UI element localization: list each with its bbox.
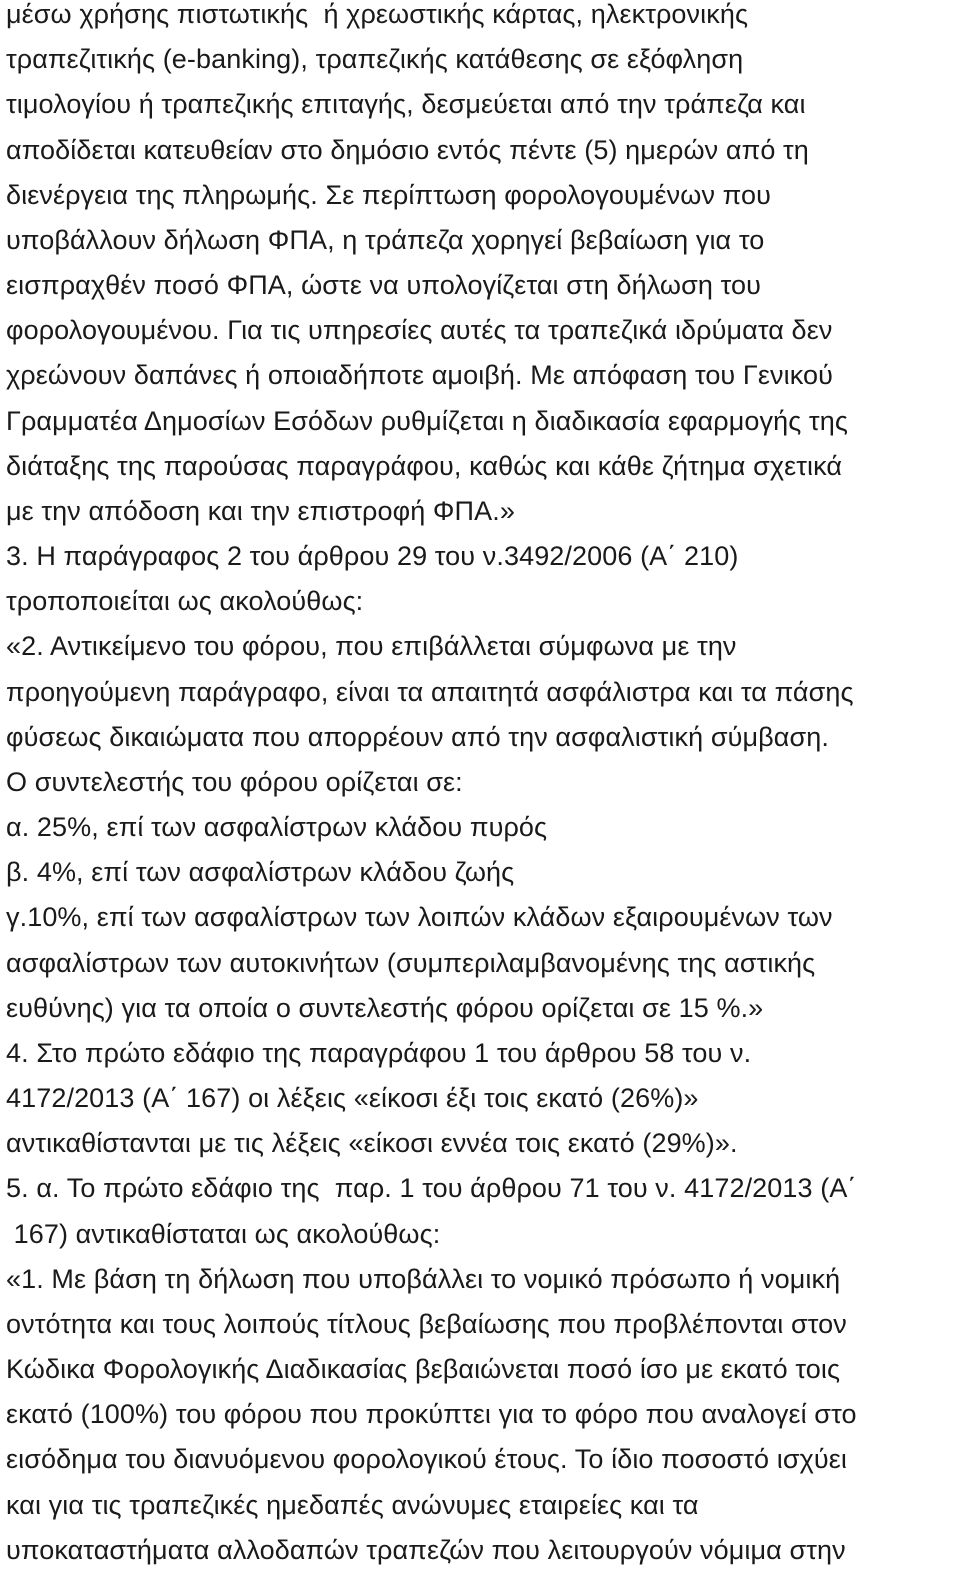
text-line: φύσεως δικαιώματα που απορρέουν από την ασφαλιστική σύμβαση. <box>6 722 829 752</box>
text-line: με την απόδοση και την επιστροφή ΦΠΑ.» <box>6 496 515 526</box>
text-line: μέσω χρήσης πιστωτικής ή χρεωστικής κάρτας, ηλεκτρονικής <box>6 0 749 29</box>
text-line: τραπεζιτικής (e-banking), τραπεζικής κατάθεσης σε εξόφληση <box>6 44 744 74</box>
text-line: φορολογουμένου. Για τις υπηρεσίες αυτές τα τραπεζικά ιδρύματα δεν <box>6 315 833 345</box>
text-line: «2. Αντικείμενο του φόρου, που επιβάλλεται σύμφωνα με την <box>6 631 737 661</box>
text-line: α. 25%, επί των ασφαλίστρων κλάδου πυρός <box>6 812 548 842</box>
text-line: τροποποιείται ως ακολούθως: <box>6 586 364 616</box>
text-line: εισπραχθέν ποσό ΦΠΑ, ώστε να υπολογίζεται στη δήλωση του <box>6 270 761 300</box>
text-line: τιμολογίου ή τραπεζικής επιταγής, δεσμεύεται από την τράπεζα και <box>6 89 806 119</box>
text-line: οντότητα και τους λοιπούς τίτλους βεβαίωσης που προβλέπονται στον <box>6 1309 847 1339</box>
text-line: υποβάλλουν δήλωση ΦΠΑ, η τράπεζα χορηγεί βεβαίωση για το <box>6 225 765 255</box>
text-line: 5. α. Το πρώτο εδάφιο της παρ. 1 του άρθρου 71 του ν. 4172/2013 (Α΄ <box>6 1173 857 1203</box>
text-line: και για τις τραπεζικές ημεδαπές ανώνυμες εταιρείες και τα <box>6 1490 699 1520</box>
text-line: διάταξης της παρούσας παραγράφου, καθώς και κάθε ζήτημα σχετικά <box>6 451 843 481</box>
text-line: χρεώνουν δαπάνες ή οποιαδήποτε αμοιβή. Με απόφαση του Γενικού <box>6 360 833 390</box>
text-line: διενέργεια της πληρωμής. Σε περίπτωση φορολογουμένων που <box>6 180 771 210</box>
text-line: γ.10%, επί των ασφαλίστρων των λοιπών κλάδων εξαιρουμένων των <box>6 902 833 932</box>
text-line: εκατό (100%) του φόρου που προκύπτει για το φόρο που αναλογεί στο <box>6 1399 857 1429</box>
text-line: 167) αντικαθίσταται ως ακολούθως: <box>6 1219 441 1249</box>
text-line: αποδίδεται κατευθείαν στο δημόσιο εντός πέντε (5) ημερών από τη <box>6 135 809 165</box>
text-line: Γραμματέα Δημοσίων Εσόδων ρυθμίζεται η διαδικασία εφαρμογής της <box>6 406 848 436</box>
text-line: υποκαταστήματα αλλοδαπών τραπεζών που λειτουργούν νόμιμα στην <box>6 1535 846 1565</box>
text-line: 4. Στο πρώτο εδάφιο της παραγράφου 1 του άρθρου 58 του ν. <box>6 1038 752 1068</box>
text-line: ασφαλίστρων των αυτοκινήτων (συμπεριλαμβανομένης της αστικής <box>6 948 816 978</box>
text-line: προηγούμενη παράγραφο, είναι τα απαιτητά ασφάλιστρα και τα πάσης <box>6 677 854 707</box>
text-line: αντικαθίστανται με τις λέξεις «είκοσι εννέα τοις εκατό (29%)». <box>6 1128 738 1158</box>
text-line: Κώδικα Φορολογικής Διαδικασίας βεβαιώνεται ποσό ίσο με εκατό τοις <box>6 1354 841 1384</box>
text-line: εισόδημα του διανυόμενου φορολογικού έτους. Το ίδιο ποσοστό ισχύει <box>6 1444 847 1474</box>
text-line: «1. Με βάση τη δήλωση που υποβάλλει το νομικό πρόσωπο ή νομική <box>6 1264 841 1294</box>
text-line: 4172/2013 (Α΄ 167) οι λέξεις «είκοσι έξι τοις εκατό (26%)» <box>6 1083 699 1113</box>
text-line: Ο συντελεστής του φόρου ορίζεται σε: <box>6 767 463 797</box>
text-line: 3. Η παράγραφος 2 του άρθρου 29 του ν.3492/2006 (Α΄ 210) <box>6 541 739 571</box>
text-line: β. 4%, επί των ασφαλίστρων κλάδου ζωής <box>6 857 515 887</box>
text-line: ευθύνης) για τα οποία ο συντελεστής φόρου ορίζεται σε 15 %.» <box>6 993 764 1023</box>
